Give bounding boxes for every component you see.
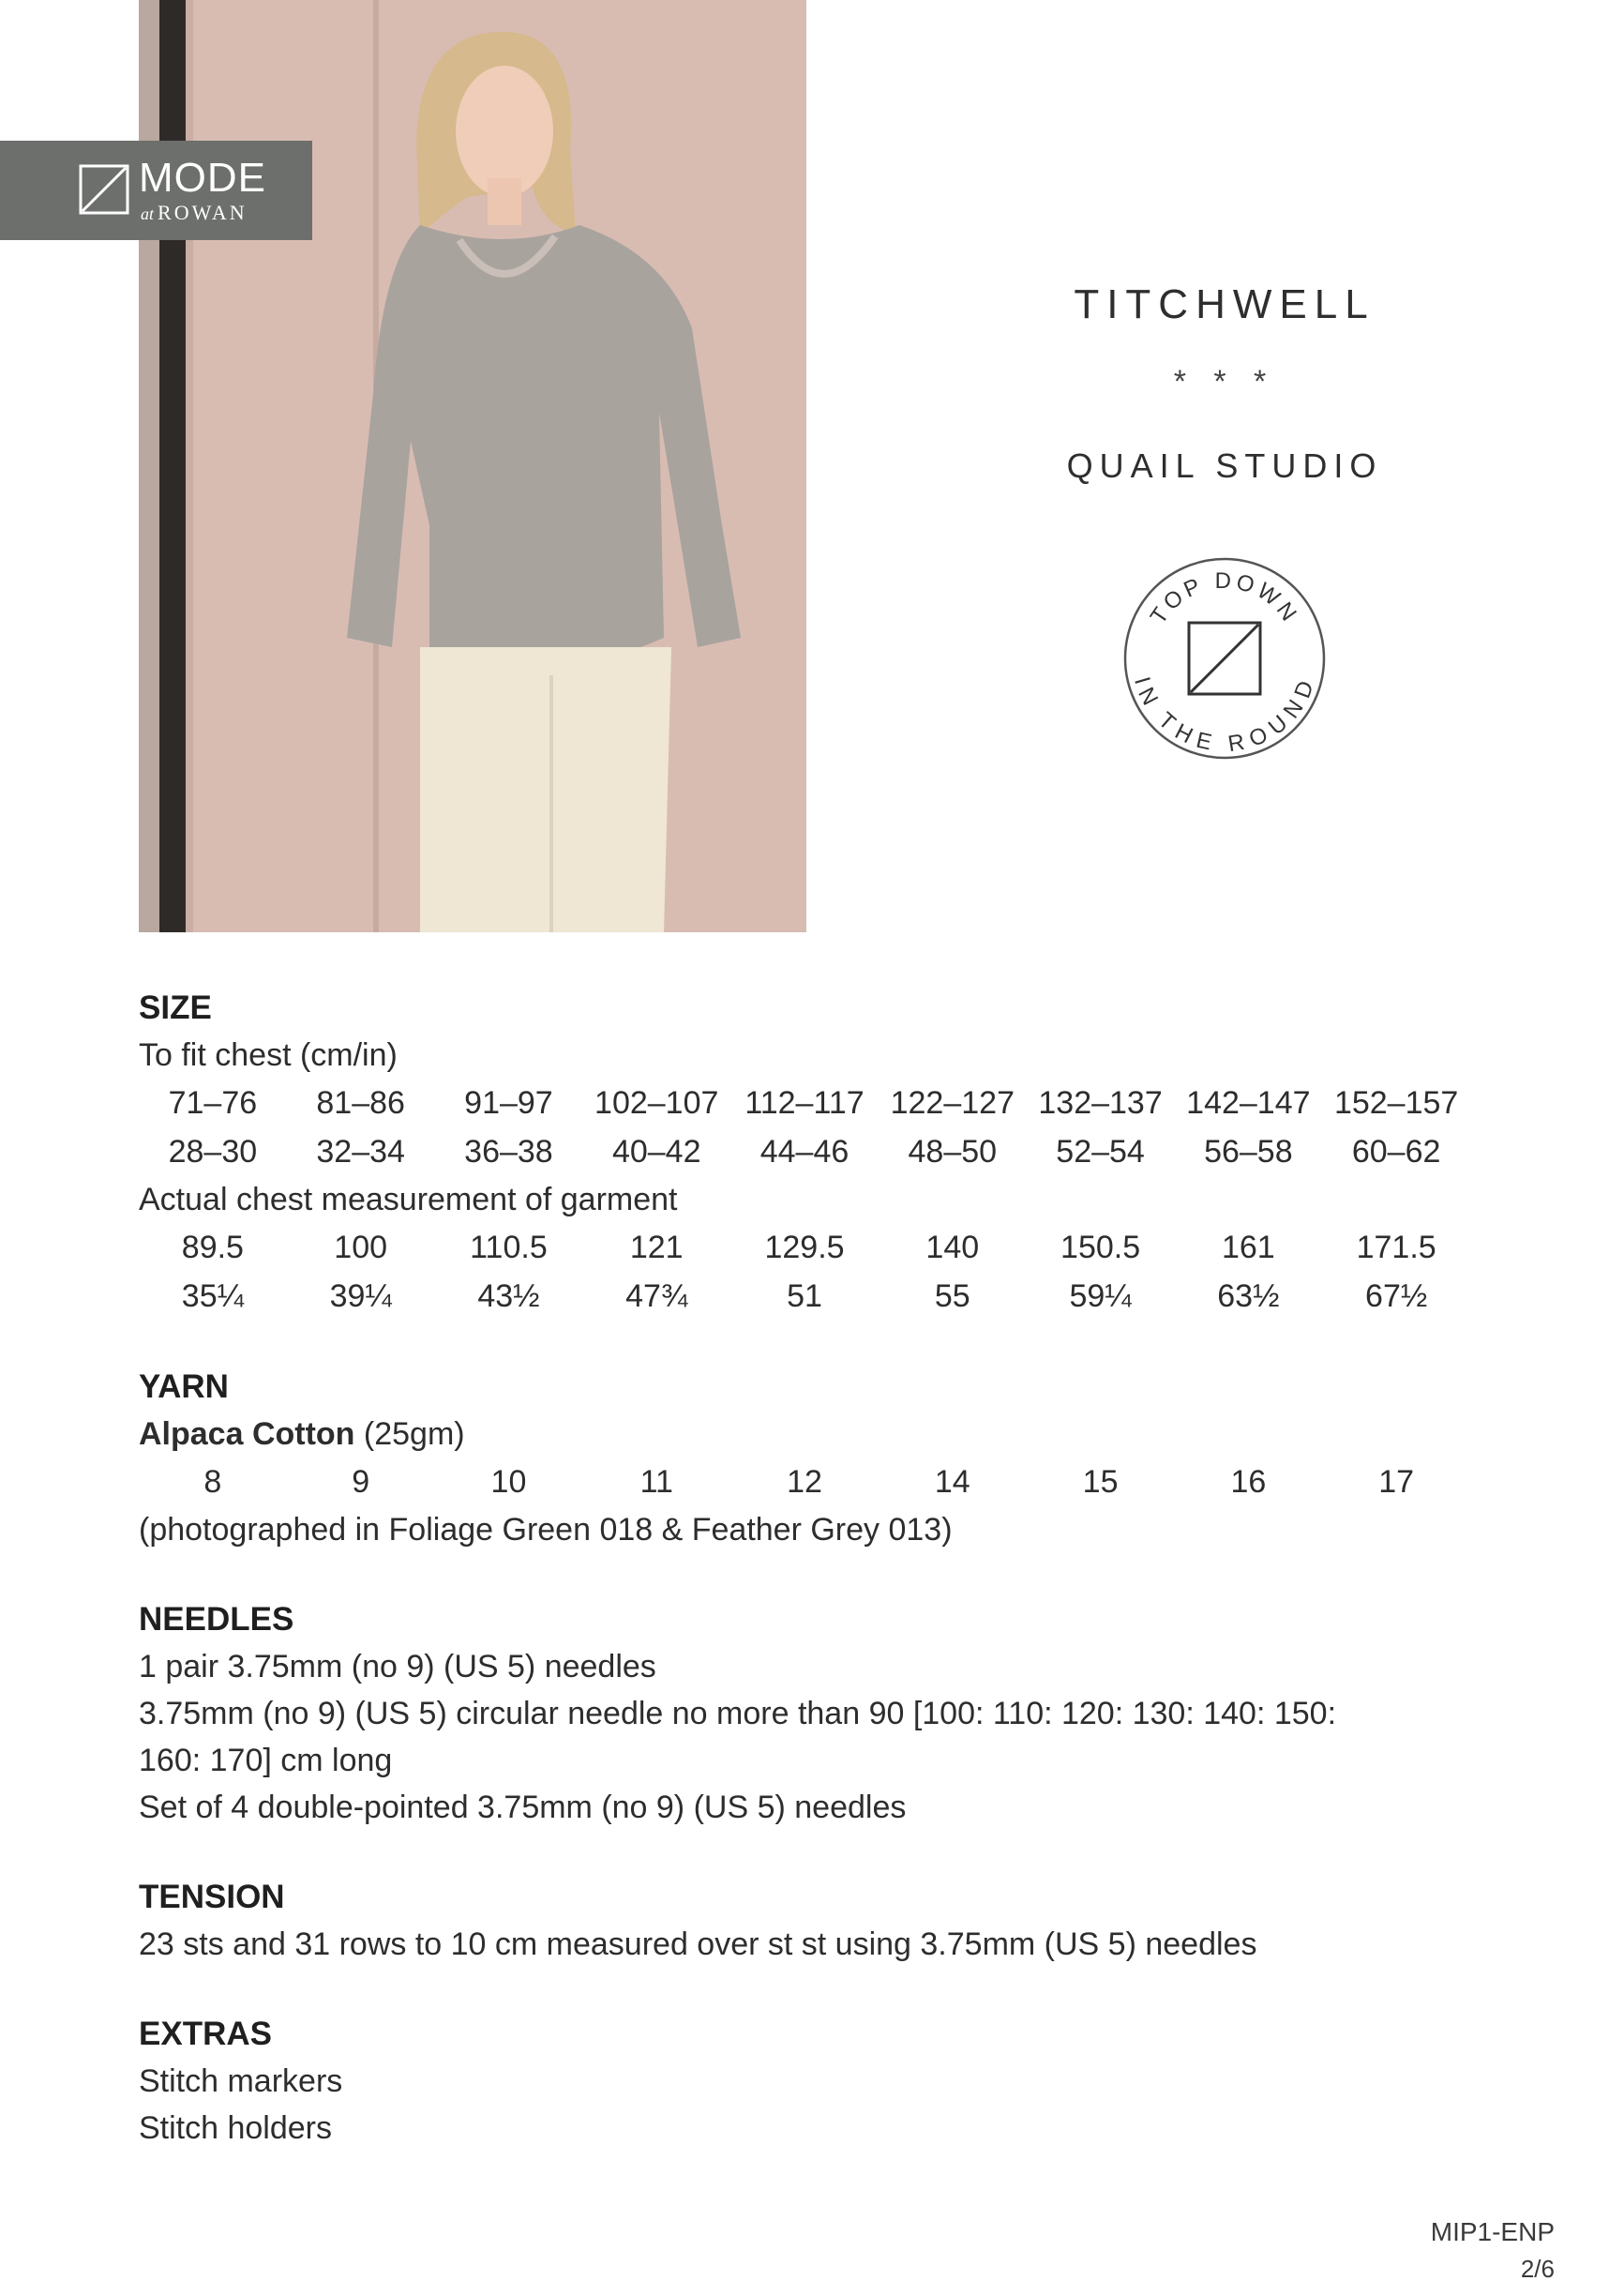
- table-cell: 67½: [1365, 1277, 1428, 1314]
- table-cell: 48–50: [908, 1133, 998, 1170]
- extras-section: [139, 2011, 1470, 2152]
- needles-heading: NEEDLES: [139, 1601, 294, 1638]
- title-separator: * * *: [1173, 364, 1276, 400]
- brand-sub-prefix: at: [141, 204, 155, 223]
- fit-in-row: [139, 1127, 1470, 1176]
- table-cell: 121: [629, 1229, 684, 1265]
- actual-in-row: [139, 1272, 1470, 1321]
- tension-heading: TENSION: [139, 1879, 285, 1915]
- size-heading: SIZE: [139, 989, 212, 1026]
- table-cell: 14: [934, 1463, 970, 1500]
- table-cell: 60–62: [1351, 1133, 1441, 1170]
- table-cell: 36–38: [464, 1133, 553, 1170]
- table-cell: 140: [925, 1229, 980, 1265]
- table-cell: 55: [934, 1277, 970, 1314]
- tension-line: 23 sts and 31 rows to 10 cm measured over st st using 3.75mm (US 5) needles: [139, 1926, 1257, 1962]
- page-number: 2/6: [1520, 2255, 1555, 2283]
- needles-line: Set of 4 double-pointed 3.75mm (no 9) (US 5) needles: [139, 1790, 907, 1825]
- table-cell: 28–30: [168, 1133, 258, 1170]
- table-cell: 47¾: [625, 1277, 688, 1314]
- pattern-title: TITCHWELL: [1074, 281, 1376, 327]
- table-cell: 10: [490, 1463, 527, 1500]
- table-cell: 112–117: [744, 1084, 865, 1121]
- table-cell: 15: [1082, 1463, 1119, 1500]
- extras-heading: EXTRAS: [139, 2016, 272, 2052]
- needles-line: 3.75mm (no 9) (US 5) circular needle no more than 90 [100: 110: 120: 130: 140: 150:: [139, 1696, 1337, 1731]
- yarn-section: [139, 1364, 1470, 1553]
- fit-cm-row: [139, 1079, 1470, 1127]
- table-cell: 63½: [1217, 1277, 1280, 1314]
- table-cell: 11: [639, 1463, 673, 1500]
- table-cell: 71–76: [168, 1084, 258, 1121]
- brand-subtitle: [141, 201, 248, 225]
- pattern-details: [139, 985, 1470, 2195]
- table-cell: 100: [334, 1229, 388, 1265]
- brand-name: MODE: [139, 155, 266, 201]
- top-down-badge: [1121, 555, 1328, 762]
- table-cell: 150.5: [1060, 1229, 1141, 1265]
- table-cell: 59¼: [1069, 1277, 1132, 1314]
- fit-chest-label: To fit chest (cm/in): [139, 1037, 398, 1073]
- needles-section: [139, 1596, 1470, 1831]
- table-cell: 44–46: [759, 1133, 850, 1170]
- actual-chest-label: Actual chest measurement of garment: [139, 1182, 678, 1217]
- badge-top-text: TOP DOWN: [1145, 567, 1304, 629]
- pattern-code: MIP1-ENP: [1430, 2217, 1555, 2246]
- yarn-quantity-row: [139, 1458, 1470, 1506]
- table-cell: 132–137: [1038, 1084, 1163, 1121]
- yarn-type: [139, 1411, 1470, 1458]
- table-cell: 51: [787, 1277, 822, 1314]
- table-cell: 32–34: [316, 1133, 405, 1170]
- extras-line: Stitch holders: [139, 2110, 332, 2146]
- brand-logo: [0, 141, 312, 240]
- needles-line: 1 pair 3.75mm (no 9) (US 5) needles: [139, 1649, 656, 1684]
- badge-bottom-text: IN THE ROUND: [1128, 673, 1321, 758]
- yarn-weight: (25gm): [354, 1416, 465, 1452]
- table-cell: 161: [1221, 1229, 1275, 1265]
- table-cell: 52–54: [1056, 1133, 1145, 1170]
- table-cell: 142–147: [1186, 1084, 1311, 1121]
- table-cell: 171.5: [1356, 1229, 1436, 1265]
- yarn-name: Alpaca Cotton: [139, 1416, 355, 1452]
- extras-line: Stitch markers: [139, 2063, 343, 2099]
- yarn-heading: YARN: [139, 1368, 229, 1405]
- table-cell: 89.5: [181, 1229, 244, 1265]
- table-cell: 12: [787, 1463, 822, 1500]
- table-cell: 9: [352, 1463, 370, 1500]
- designer-name: QUAIL STUDIO: [1066, 446, 1383, 485]
- table-cell: 122–127: [890, 1084, 1015, 1121]
- table-cell: 16: [1230, 1463, 1267, 1500]
- brand-mark-icon: [79, 164, 129, 215]
- table-cell: 56–58: [1204, 1133, 1293, 1170]
- table-cell: 17: [1378, 1463, 1415, 1500]
- yarn-note: (photographed in Foliage Green 018 & Feather Grey 013): [139, 1512, 953, 1548]
- table-cell: 129.5: [764, 1229, 845, 1265]
- table-cell: 8: [203, 1463, 222, 1500]
- table-cell: 91–97: [464, 1084, 553, 1121]
- brand-sub-name: ROWAN: [158, 201, 248, 224]
- table-cell: 40–42: [611, 1133, 701, 1170]
- table-cell: 102–107: [594, 1084, 719, 1121]
- size-section: [139, 985, 1470, 1321]
- needles-line: 160: 170] cm long: [139, 1743, 393, 1778]
- table-cell: 39¼: [329, 1277, 392, 1314]
- table-cell: 43½: [477, 1277, 540, 1314]
- actual-cm-row: [139, 1223, 1470, 1272]
- table-cell: 110.5: [470, 1229, 548, 1265]
- tension-section: [139, 1874, 1470, 1968]
- table-cell: 152–157: [1333, 1084, 1459, 1121]
- table-cell: 35¼: [181, 1277, 244, 1314]
- table-cell: 81–86: [316, 1084, 405, 1121]
